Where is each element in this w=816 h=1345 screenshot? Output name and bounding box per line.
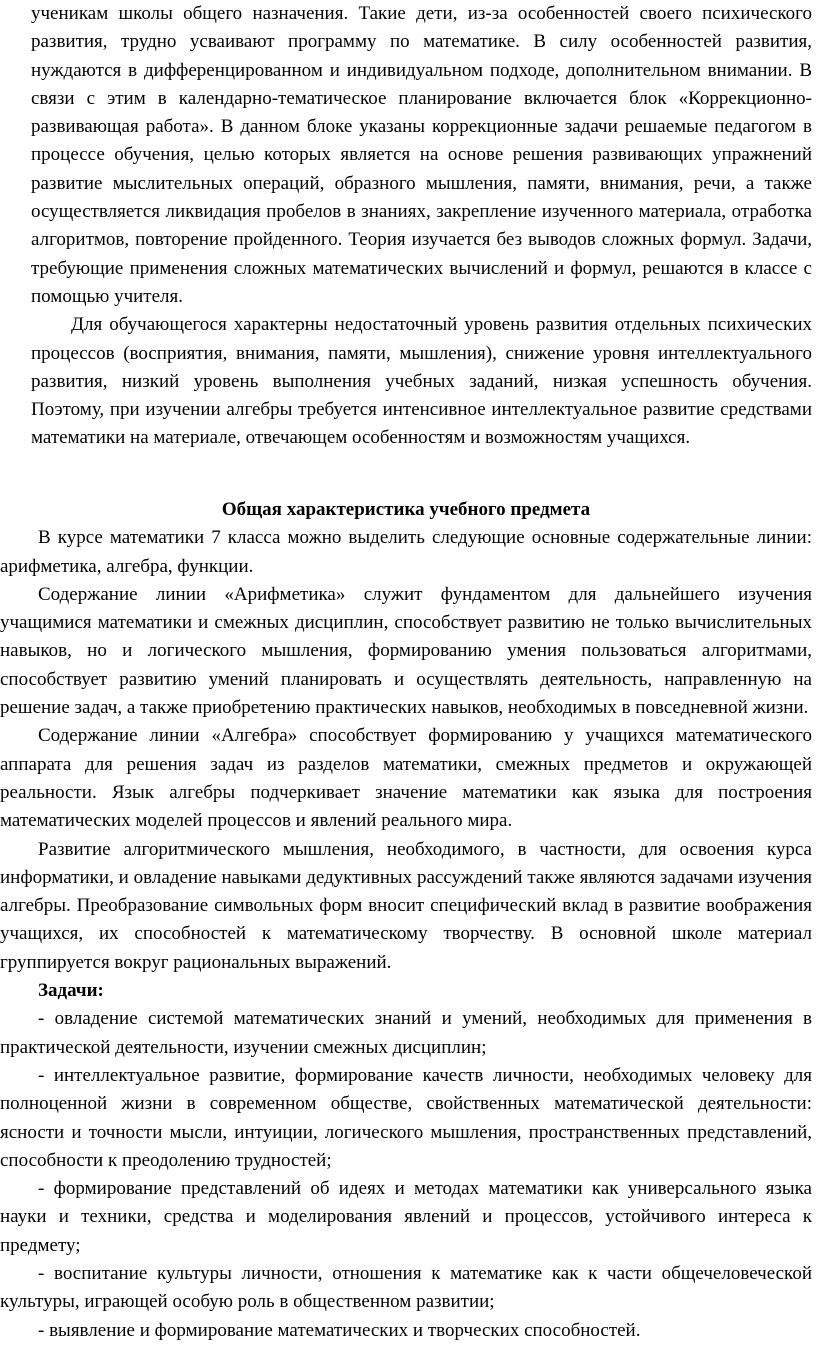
task-item: - овладение системой математических знаний и умений, необходимых для применения в практической деятельности, изучении смежных дисциплин;	[0, 1008, 812, 1058]
task-item: - интеллектуальное развитие, формирование качеств личности, необходимых человеку для полноценной жизни в современном обществе, свойственных математической деятельности: ясности и точности мысли, интуиции, логического мышления, пространственных представлений, способности к преодолению трудностей;	[0, 1064, 812, 1171]
tasks-label: Задачи:	[38, 980, 104, 1002]
paragraph-algorithmic: Развитие алгоритмического мышления, необходимого, в частности, для освоения курса информатики, и овладение навыками дедуктивных рассуждений также являются задачами изучения алгебры. Преобразование символьных форм вносит специфический вклад в развитие воображения учащихся, их способностей к математическому творчеству. В основной школе материал группируется вокруг рациональных выражений.	[0, 838, 812, 973]
task-item: - воспитание культуры личности, отношения к математике как к части общечеловеческой культуры, играющей особую роль в общественном развитии;	[0, 1263, 812, 1313]
task-item: - формирование представлений об идеях и методах математики как универсального языка науки и техники, средства и моделирования явлений и процессов, устойчивого интереса к предмету;	[0, 1178, 812, 1256]
task-item: - выявление и формирование математических и творческих способностей.	[38, 1319, 641, 1341]
paragraph-intro-2: Для обучающегося характерны недостаточный уровень развития отдельных психических процессов (восприятия, внимания, памяти, мышления), снижение уровня интеллектуального развития, низкий уровень выполнения учебных заданий, низкая успешность обучения. Поэтому, при изучении алгебры требуется интенсивное интеллектуальное развитие средствами математики на материале, отвечающем особенностям и возможностям учащихся.	[31, 314, 812, 449]
paragraph-lines: В курсе математики 7 класса можно выделить следующие основные содержательные линии: арифметика, алгебра, функции.	[0, 527, 812, 577]
paragraph-intro-1: ученикам школы общего назначения. Такие дети, из-за особенностей своего психического развития, трудно усваивают программу по математике. В силу особенностей развития, нуждаются в дифференцированном и индивидуальном подходе, дополнительном внимании. В связи с этим в календарно-тематическое планирование включается блок «Коррекционно-развивающая работа». В данном блоке указаны коррекционные задачи решаемые педагогом в процессе обучения, целью которых является на основе решения развивающих упражнений развитие мыслительных операций, образного мышления, памяти, внимания, речи, а также осуществляется ликвидация пробелов в знаниях, закрепление изученного материала, отработка алгоритмов, повторение пройденного. Теория изучается без выводов сложных формул. Задачи, требующие применения сложных математических вычислений и формул, решаются в классе с помощью учителя.	[31, 3, 812, 307]
section-heading: Общая характеристика учебного предмета	[221, 499, 591, 520]
subject-characteristics-section	[0, 496, 812, 1345]
paragraph-arithmetic: Содержание линии «Арифметика» служит фундаментом для дальнейшего изучения учащимися математики и смежных дисциплин, способствует развитию не только вычислительных навыков, но и логического мышления, формированию умения пользоваться алгоритмами, способствует развитию умений планировать и осуществлять деятельность, направленную на решение задач, а также приобретению практических навыков, необходимых в повседневной жизни.	[0, 583, 812, 719]
intro-section	[31, 0, 812, 453]
paragraph-algebra: Содержание линии «Алгебра» способствует формированию у учащихся математического аппарата для решения задач из разделов математики, смежных предметов и окружающей реальности. Язык алгебры подчеркивает значение математики как языка для построения математических моделей процессов и явлений реального мира.	[0, 725, 812, 832]
